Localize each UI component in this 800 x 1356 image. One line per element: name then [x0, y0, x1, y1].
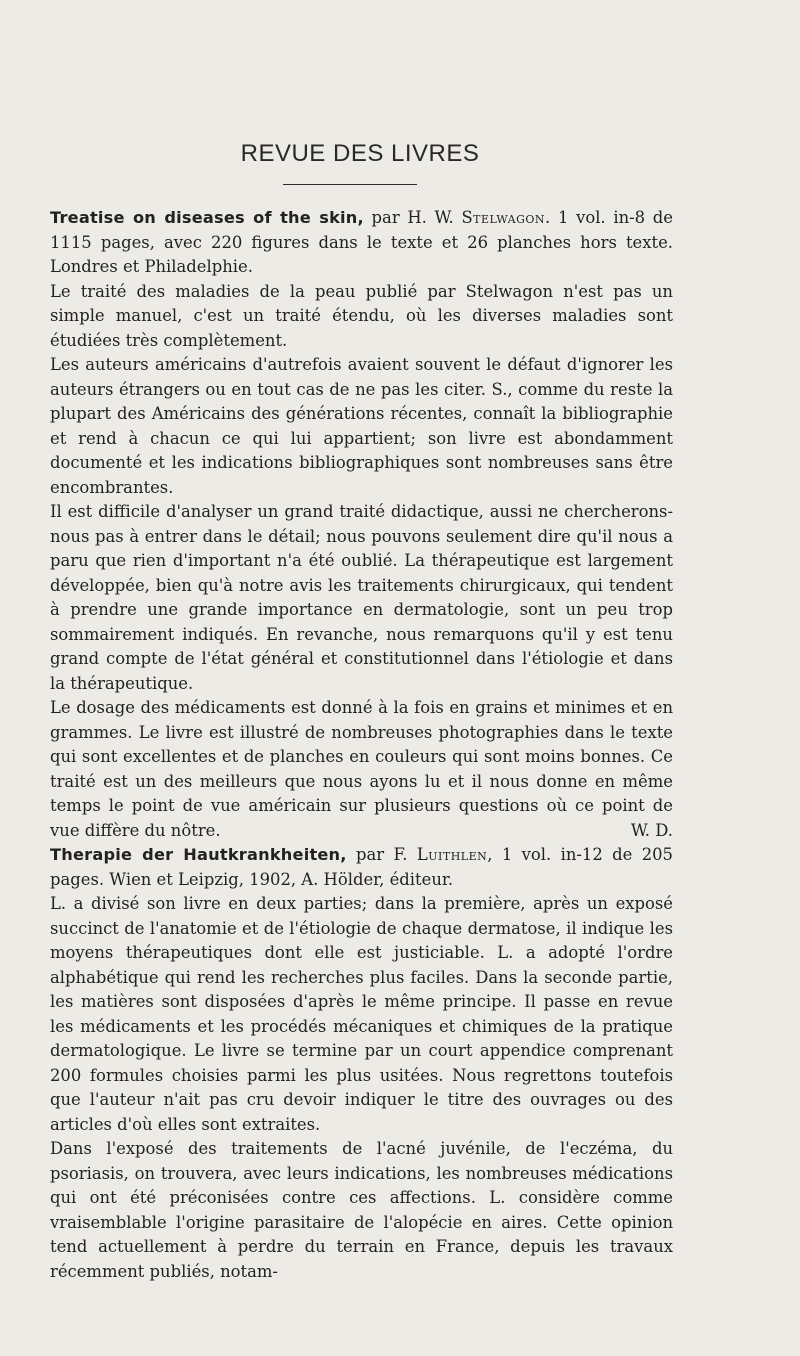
review-2-paragraph: Dans l'exposé des traitements de l'acné juvénile, de l'eczéma, du psoriasis, on trouvera, avec leurs indications, les nombreuses médications qui ont été préconisées contre ces affections. L. considère comme vraisemblable l'origine parasitaire de l'alopécie en aires. Cette opinion tend actuellement à perdre du terrain en France, depuis les travaux récemment publiés, notam-	[50, 1139, 673, 1281]
page-title: REVUE DES LIVRES	[240, 140, 480, 167]
review-2-author: Luithlen	[416, 845, 488, 864]
review-2-citation-pre: par F.	[346, 845, 417, 864]
review-2-book-title: Therapie der Hautkrankheiten,	[50, 845, 347, 864]
review-1-citation-pre: par H. W.	[363, 208, 462, 227]
review-1-book-title: Treatise on diseases of the skin,	[50, 208, 364, 227]
review-2-heading	[50, 843, 673, 892]
review-1-citation-post: . 1 vol. in-8 de 1115 pages, avec 220 figures dans le texte et 26 planches hors texte. Londres et Philadelphie.	[50, 208, 673, 276]
review-1-paragraph-last	[50, 696, 673, 843]
review-1-paragraph: Les auteurs américains d'autrefois avaient souvent le défaut d'ignorer les auteurs étrangers ou en tout cas de ne pas les citer. S., comme du reste la plupart des Américains des générations récentes, connaît la bibliographie et rend à chacun ce qui lui appartient; son livre est abondamment documenté et les indications bibliographiques sont nombreuses sans être encombrantes.	[50, 355, 673, 497]
title-rule	[283, 184, 417, 185]
review-1-paragraph: Il est difficile d'analyser un grand traité didactique, aussi ne chercherons-nous pas à entrer dans le détail; nous pouvons seulement dire qu'il nous a paru que rien d'important n'a été oublié. La thérapeutique est largement développée, bien qu'à notre avis les traitements chirurgicaux, qui tendent à prendre une grande importance en dermatologie, sont un peu trop sommairement indiqués. En revanche, nous remarquons qu'il y est tenu grand compte de l'état général et constitutionnel dans l'étiologie et dans la thérapeutique.	[50, 502, 673, 693]
review-1-author: Stelwagon	[461, 208, 546, 227]
review-1-heading	[50, 206, 673, 280]
review-body	[50, 206, 673, 1284]
review-1-signature: W. D.	[630, 820, 673, 840]
review-1-paragraph: Le traité des maladies de la peau publié par Stelwagon n'est pas un simple manuel, c'est un traité étendu, où les diverses maladies sont étudiées très complètement.	[50, 281, 673, 350]
review-2-citation-post: , 1 vol. in-12 de 205 pages. Wien et Leipzig, 1902, A. Hölder, éditeur.	[50, 845, 673, 889]
review-2-paragraph: L. a divisé son livre en deux parties; dans la première, après un exposé succinct de l'anatomie et de l'étiologie de chaque dermatose, il indique les moyens thérapeutiques dont elle est justiciable. L. a adopté l'ordre alphabétique qui rend les recherches plus faciles. Dans la seconde partie, les matières sont disposées d'après le même principe. Il passe en revue les médicaments et les procédés mécaniques et chimiques de la pratique dermatologique. Le livre se termine par un court appendice comprenant 200 formules choisies parmi les plus usitées. Nous regrettons toutefois que l'auteur n'ait pas cru devoir indiquer le titre des ouvrages ou des articles d'où elles sont extraites.	[50, 894, 673, 1134]
review-1-paragraph-last-text: Le dosage des médicaments est donné à la fois en grains et minimes et en grammes. Le livre est illustré de nombreuses photographies dans le texte qui sont excellentes et de planches en couleurs qui sont moins bonnes. Ce traité est un des meilleurs que nous ayons lu et il nous donne en même temps le point de vue américain sur plusieurs questions où ce point de vue diffère du nôtre.	[50, 698, 673, 840]
